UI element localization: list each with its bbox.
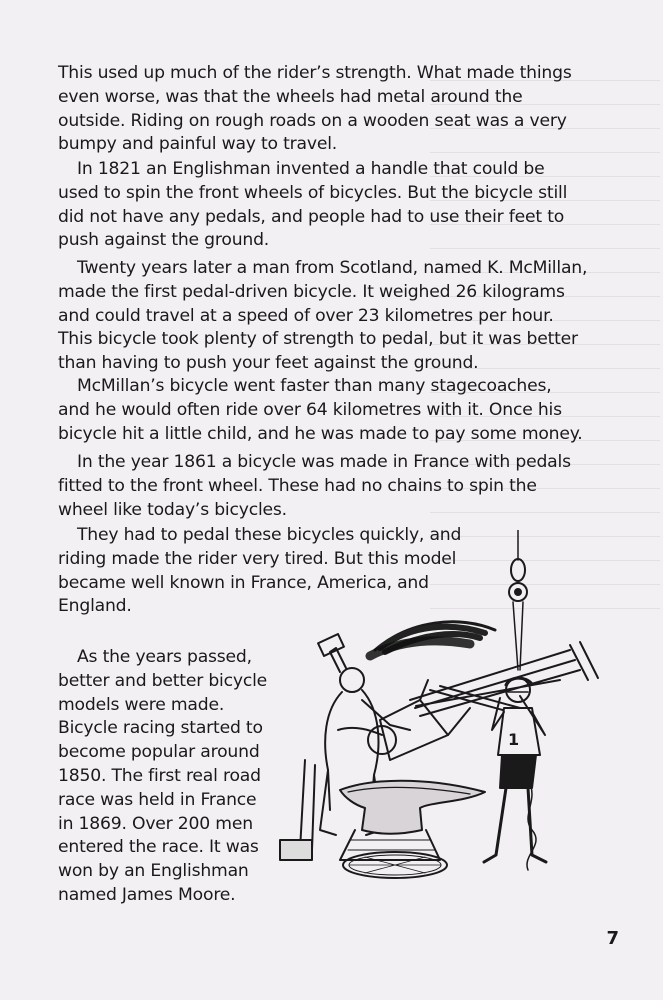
paragraph-7: As the years passed, better and better bicycle models were made. Bicycle racing started to become popular around 1850. The first real road race was held in France in 1869. Over 200 men entered the race. It was won by an Englishman named James Moore. — [58, 647, 268, 905]
paragraph-6: They had to pedal these bicycles quickly, and riding made the rider very tired. But this model became well known in France, America, and England. — [58, 525, 462, 617]
page-number: 7 — [606, 928, 619, 949]
paragraph-5: In the year 1861 a bicycle was made in France with pedals fitted to the front wheel. These had no chains to spin the wheel like today’s bicycles. — [58, 452, 571, 520]
paragraph-1: This used up much of the rider’s strength. What made things even worse, was that the wheels had metal around the outside. Riding on rough roads on a wooden seat was a very bumpy and painful way to travel. — [58, 63, 572, 155]
paragraph-2: In 1821 an Englishman invented a handle that could be used to spin the front wheels of bicycles. But the bicycle still did not have any pedals, and people had to use their feet to push against the ground. — [58, 159, 568, 251]
racer-bib-number: 1 — [508, 730, 520, 749]
paragraph-4: McMillan’s bicycle went faster than many stagecoaches, and he would often ride over 64 kilometres with it. Once his bicycle hit a little child, and he was made to pay some money. — [58, 376, 583, 444]
paragraph-3: Twenty years later a man from Scotland, named K. McMillan, made the first pedal-driven bicycle. It weighed 26 kilograms and could travel at a speed of over 23 kilometres per hour. This bicycle took plenty of strength to pedal, but it was better than having to push your feet against the ground. — [58, 258, 588, 374]
blacksmith-bicycle-illustration — [270, 530, 605, 900]
